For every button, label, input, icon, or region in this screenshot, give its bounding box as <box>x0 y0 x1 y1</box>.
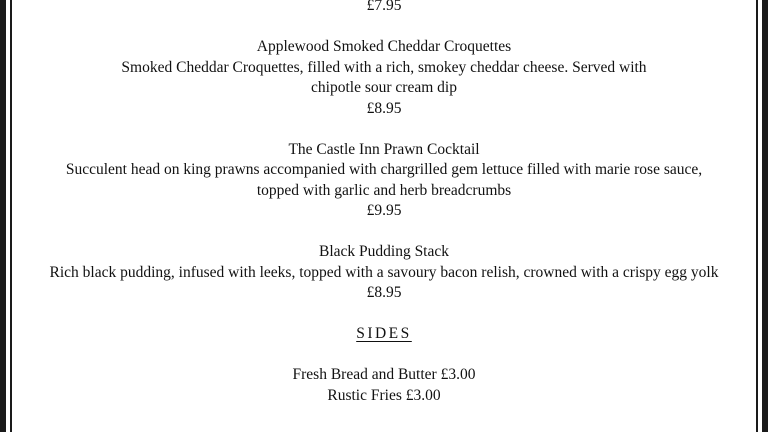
side-item: Rustic Fries £3.00 <box>327 386 441 404</box>
menu-item-black-pudding <box>24 242 744 304</box>
menu-page <box>24 0 744 406</box>
menu-item-description: Rich black pudding, infused with leeks, topped with a savoury bacon relish, crowned with a crispy egg yolk <box>49 263 719 281</box>
menu-item-description: Succulent head on king prawns accompanied with chargrilled gem lettuce filled with marie rose sauce, topped with garlic and herb breadcrumbs <box>65 161 703 199</box>
menu-frame-left-inner <box>10 0 12 432</box>
menu-frame-left-outer <box>0 0 6 432</box>
menu-item-croquettes <box>24 37 744 119</box>
menu-item-name: The Castle Inn Prawn Cocktail <box>288 140 480 158</box>
sides-list <box>24 365 744 406</box>
side-item: Fresh Bread and Butter £3.00 <box>292 366 476 383</box>
menu-frame-right-inner <box>756 0 758 432</box>
menu-item-name: Black Pudding Stack <box>318 243 450 260</box>
menu-item-prawn-cocktail <box>24 140 744 222</box>
menu-item-description: Smoked Cheddar Croquettes, filled with a rich, smokey cheddar cheese. Served with chipotle sour cream dip <box>121 58 647 96</box>
previous-item-price: £7.95 <box>366 0 402 14</box>
menu-frame-right-outer <box>762 0 768 432</box>
menu-item-price: £8.95 <box>366 99 402 117</box>
menu-item-name: Applewood Smoked Cheddar Croquettes <box>256 38 512 55</box>
menu-item-price: £9.95 <box>366 202 402 219</box>
menu-item-price: £8.95 <box>366 284 402 301</box>
sides-heading: SIDES <box>356 325 412 342</box>
